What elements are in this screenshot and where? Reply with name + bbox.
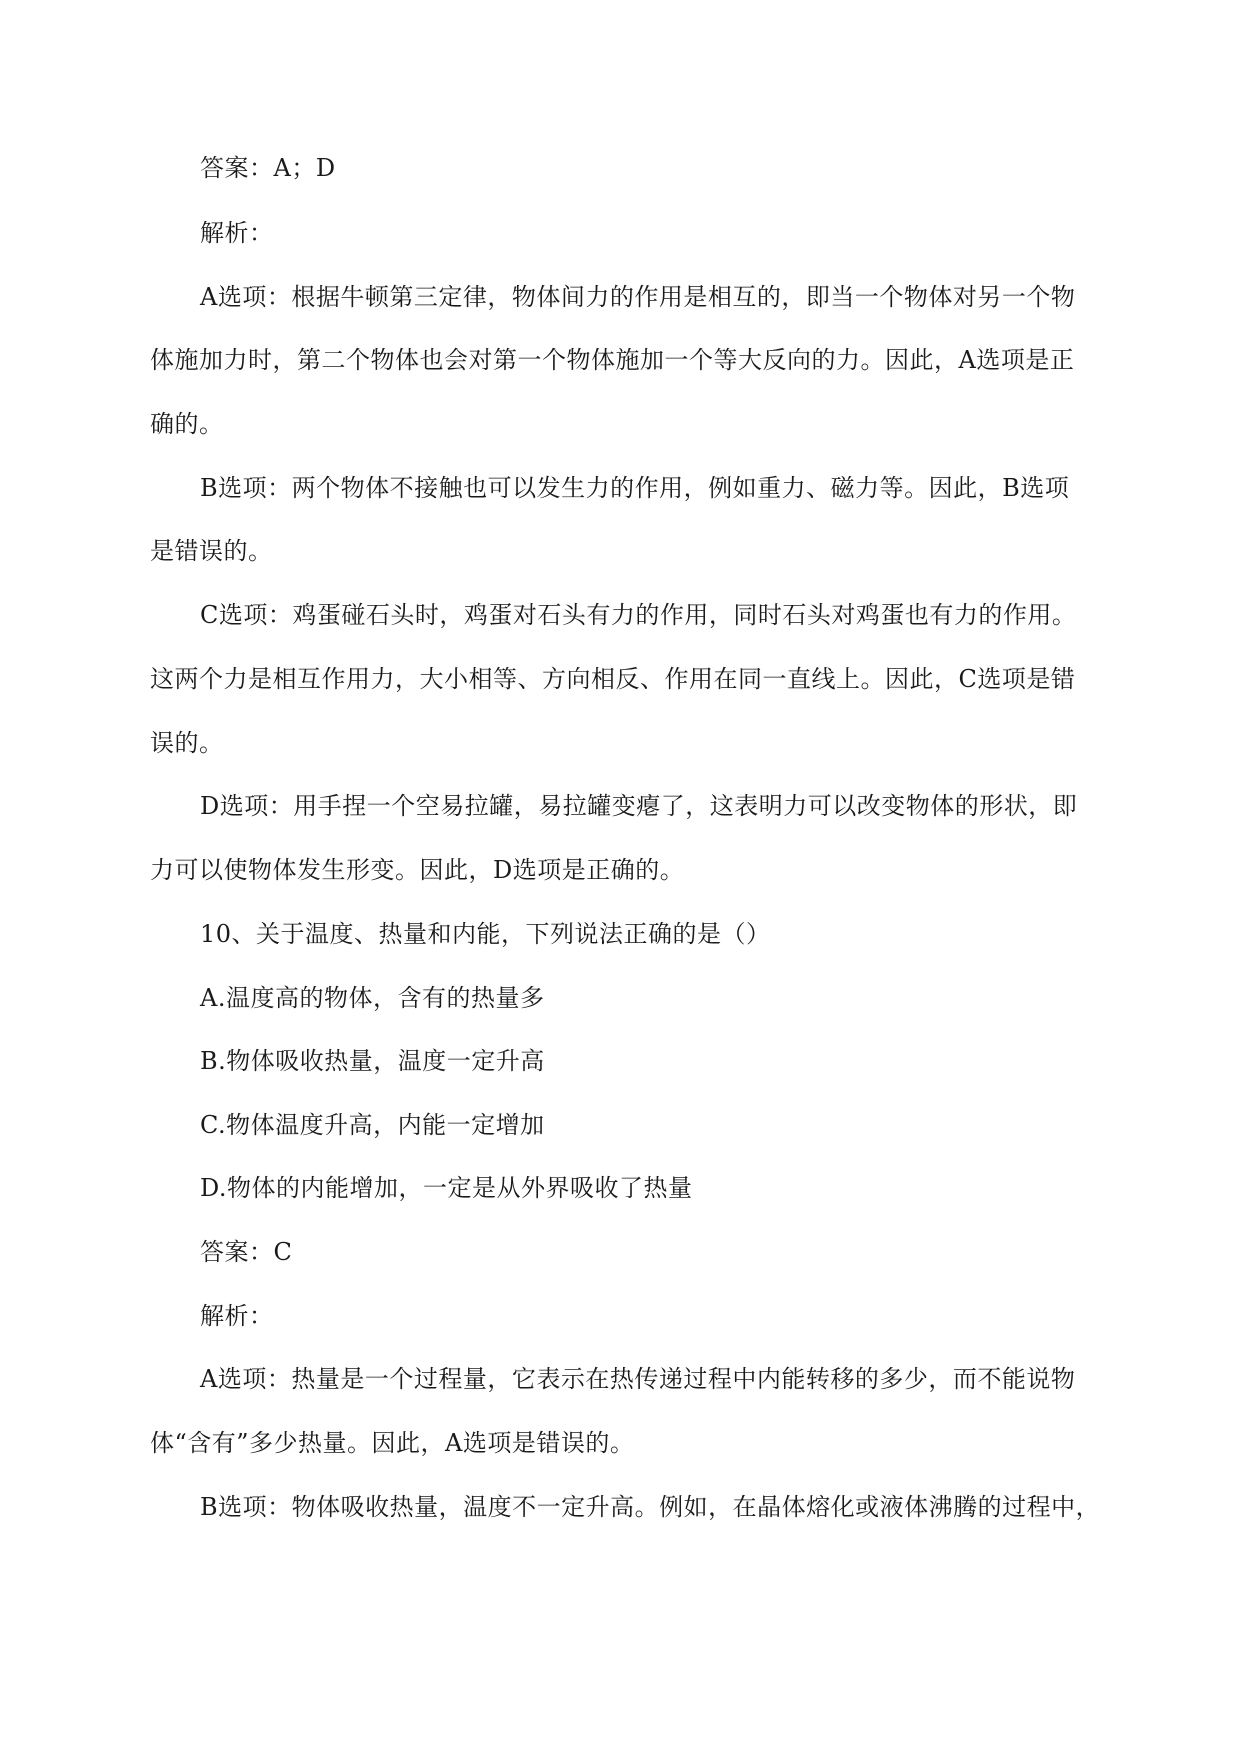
- paragraph-line: D选项：用手捏一个空易拉罐，易拉罐变瘪了，这表明力可以改变物体的形状，即: [200, 792, 1078, 820]
- paragraph-line: 体施加力时，第二个物体也会对第一个物体施加一个等大反向的力。因此，A选项是正: [150, 346, 1075, 374]
- paragraph-line: A选项：根据牛顿第三定律，物体间力的作用是相互的，即当一个物体对另一个物: [200, 283, 1076, 311]
- paragraph-line: 误的。: [150, 729, 224, 757]
- paragraph-line: 确的。: [150, 410, 224, 438]
- option-c: C.物体温度升高，内能一定增加: [200, 1111, 545, 1139]
- paragraph-line: 体“含有”多少热量。因此，A选项是错误的。: [150, 1429, 635, 1457]
- option-b: B.物体吸收热量，温度一定升高: [200, 1047, 545, 1075]
- paragraph-line: A选项：热量是一个过程量，它表示在热传递过程中内能转移的多少，而不能说物: [200, 1365, 1076, 1393]
- paragraph-line: 这两个力是相互作用力，大小相等、方向相反、作用在同一直线上。因此，C选项是错: [150, 665, 1076, 693]
- analysis-heading: 解析：: [200, 1302, 274, 1330]
- question-title: 10、关于温度、热量和内能，下列说法正确的是（）: [200, 920, 771, 948]
- option-a: A.温度高的物体，含有的热量多: [200, 984, 545, 1012]
- paragraph-line: 力可以使物体发生形变。因此，D选项是正确的。: [150, 856, 685, 884]
- paragraph-line: B选项：物体吸收热量，温度不一定升高。例如，在晶体熔化或液体沸腾的过程中，: [200, 1493, 1101, 1521]
- answer-line: 答案：C: [200, 1238, 293, 1266]
- analysis-heading: 解析：: [200, 219, 274, 247]
- paragraph-line: B选项：两个物体不接触也可以发生力的作用，例如重力、磁力等。因此，B选项: [200, 474, 1070, 502]
- answer-line: 答案：A；D: [200, 154, 336, 182]
- paragraph-line: 是错误的。: [150, 537, 273, 565]
- option-d: D.物体的内能增加，一定是从外界吸收了热量: [200, 1174, 693, 1202]
- paragraph-line: C选项：鸡蛋碰石头时，鸡蛋对石头有力的作用，同时石头对鸡蛋也有力的作用。: [200, 601, 1077, 629]
